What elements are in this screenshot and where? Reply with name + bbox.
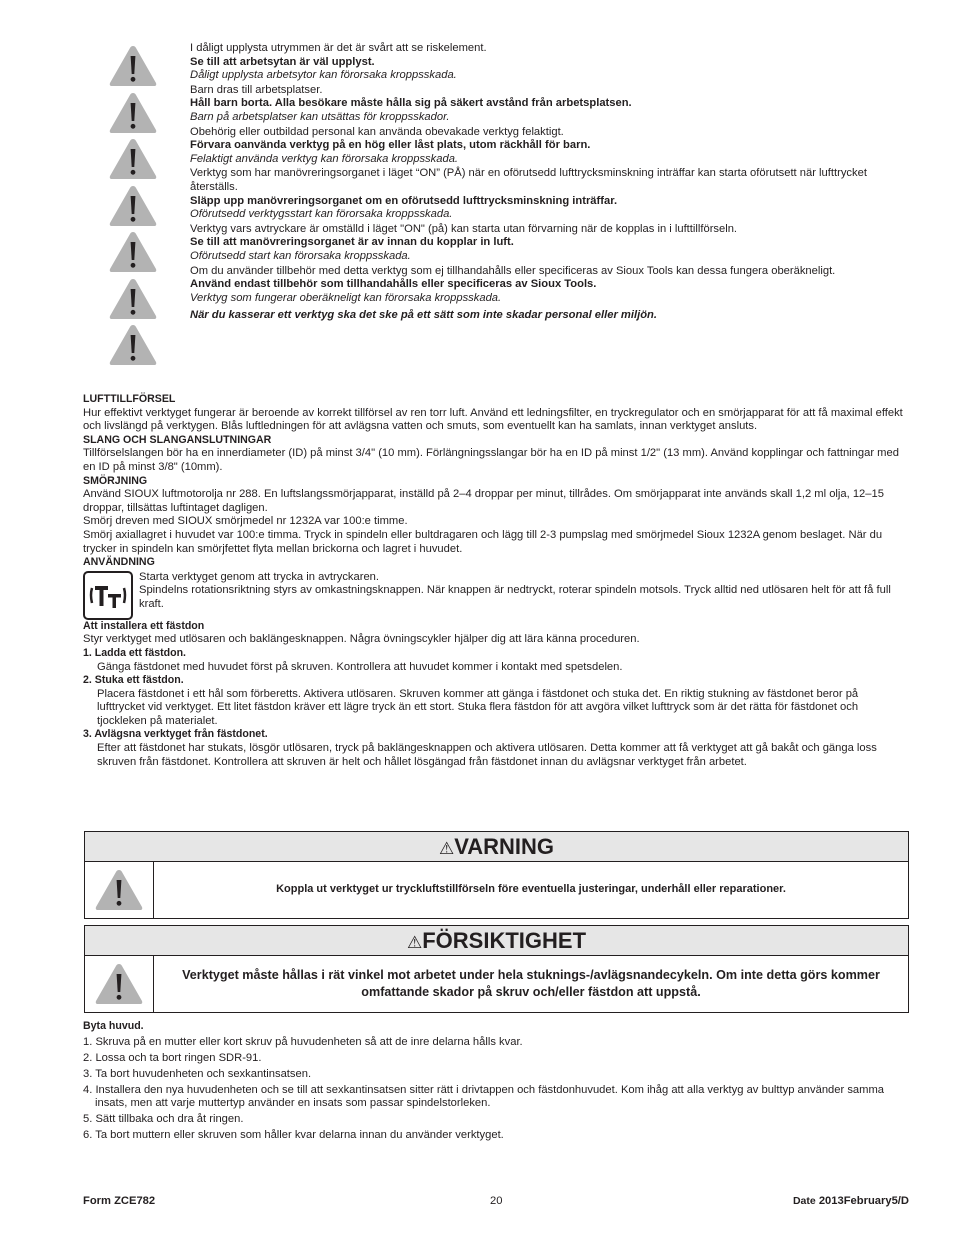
caution-body [85,956,908,1012]
warning-triangle-icon [108,44,158,88]
date-label: Date [792,1195,816,1207]
page-footer [83,1195,909,1211]
use-row [83,571,909,620]
warning-triangle-icon [108,137,158,181]
use-heading: ANVÄNDNING [83,556,155,569]
hazard-cause: Verktyg som har manövreringsorganet i läget “ON” (PÅ) när en oförutsedd lufttrycksminskning inträffar kan starta oförutsett när lufttrycket återställs. [190,167,867,193]
hazard-item [190,265,910,306]
replace-head-heading: Byta huvud. [83,1020,144,1032]
hazard-action: Se till att manövreringsorganet är av innan du kopplar in luft. [190,236,514,249]
warning-triangle-icon [94,962,144,1006]
install-heading: Att installera ett fästdon [83,619,205,632]
use-text [139,571,909,620]
disposal-note: När du kasserar ett verktyg ska det ske på ett sätt som inte skadar personal eller miljön. [190,309,657,322]
warning-triangle-icon [94,868,144,912]
air-heading: LUFTTILLFÖRSEL [83,393,176,405]
hazard-item [190,42,910,83]
step-title: 3. Avlägsna verktyget från fästdonet. [83,728,268,741]
hazard-action: Se till att arbetsytan är väl upplyst. [190,55,375,68]
step-title: 2. Stuka ett fästdon. [83,674,184,687]
caution-icon-cell [85,956,154,1012]
step-title: 1. Ladda ett fästdon. [83,646,187,659]
step-text: Gänga fästdonet med huvudet först på skruven. Kontrollera att huvudet kommer i kontakt med spetsdelen. [97,660,623,673]
hose-text: Tillförselslangen bör ha en innerdiameter (ID) på minst 3/4" (10 mm). Förlängningsslangar bör ha en ID på minst 1/2" (13 mm). Använd kopplingar och fattningar med en ID på minst 3/8" (10mm). [83,447,899,473]
hazard-cause: Om du använder tillbehör med detta verktyg som ej tillhandahålls eller specificeras av Sioux Tools kan dessa fungera oberäkneligt. [190,264,836,277]
hazard-cause: I dåligt upplysta utrymmen är det är svårt att se riskelement. [190,42,487,54]
warning-title [85,832,908,862]
main-content [83,393,909,769]
hazard-consequence: Oförutsedd verktygsstart kan förorsaka kroppsskada. [190,208,453,221]
footer-date [793,1195,909,1209]
hose-heading: SLANG OCH SLANGANSLUTNINGAR [83,433,272,446]
hazard-item [190,223,910,264]
hazard-consequence: Felaktigt använda verktyg kan förorsaka kroppsskada. [190,152,459,165]
caution-message: Verktyget måste hållas i rät vinkel mot arbetet under hela stuknings-/avlägsnandecykeln. Om inte detta görs kommer omfattande skador på skruv och/eller fästdon att uppstå. [182,968,880,999]
caution-title-text: FÖRSIKTIGHET [422,928,587,953]
date-value: 2013February5/D [818,1195,909,1207]
replace-head-step: 2. Lossa och ta bort ringen SDR-91. [83,1051,262,1064]
step-text: Placera fästdonet i ett hål som förberetts. Aktivera utlösaren. Skruven kommer att gänga i fästdonet och stuka det. En riktig stukning av fästdonet beror på lufttrycket vid verktyget. Ett litet fästdon kräver ett lägre tryck än ett stort. Stuka flera fästdon för att avgöra vilket lufttryck som är det rätta för fästdonet och tjockleken på materialet. [97,687,859,727]
caution-title [85,926,908,956]
hazard-cause: Barn dras till arbetsplatser. [190,83,323,96]
lube-text: Smörj dreven med SIOUX smörjmedel nr 1232A var 100:e timme. [83,515,408,528]
step-text: Efter att fästdonet har stukats, lösgör utlösaren, tryck på baklängesknappen och aktivera utlösaren. Detta kommer att få verktyget att gå bakåt och gänga loss skruven från fästdonet. Kontrollera att skruven är helt och hållet lösgängad från fästdonet innan du avlägsnar verktyget från arbetet. [97,742,877,768]
hazard-action: Förvara oanvända verktyg på en hög eller låst plats, utom räckhåll för barn. [190,139,591,152]
warning-triangle-icon [108,184,158,228]
warning-triangle-icon [108,277,158,321]
warning-box [84,831,909,919]
warning-icon-cell [85,862,154,918]
warning-triangle-icon [108,91,158,135]
warning-body [85,862,908,918]
install-steps [83,647,909,769]
replace-head-section [83,1020,909,1145]
hazard-icons-column [108,44,158,370]
lube-heading: SMÖRJNING [83,474,148,487]
warning-triangle-icon [108,230,158,274]
hazard-action: Använd endast tillbehör som tillhandahålls eller specificeras av Sioux Tools. [190,278,597,291]
hazard-consequence: Oförutsedd start kan förorsaka kroppsskada. [190,249,411,262]
hazard-item [190,167,910,221]
warning-message: Koppla ut verktyget ur tryckluftstillförseln före eventuella justeringar, underhåll eller reparationer. [276,883,786,896]
hazard-cause: Obehörig eller outbildad personal kan använda obevakade verktyg felaktigt. [190,125,564,138]
trigger-icon [83,571,133,620]
lube-text: Smörj axiallagret i huvudet var 100:e timma. Tryck in spindeln eller bultdragaren och lägg till 2-3 pumpslag med smörjmedel Sioux 1232A genom beslaget. När du trycker in spindeln kan smörjfettet flyta mellan brickorna och lagret i huvudet. [83,528,883,555]
hazard-action: Släpp upp manövreringsorganet om en oförutsedd lufttrycksminskning inträffar. [190,194,618,207]
hazard-consequence: Verktyg som fungerar oberäkneligt kan förorsaka kroppsskada. [190,291,502,304]
install-intro: Styr verktyget med utlösaren och baklängesknappen. Några övningscykler hjälper dig att lära känna proceduren. [83,633,640,646]
form-number: Form ZCE782 [83,1195,156,1207]
page-number: 20 [490,1195,503,1207]
caution-box [84,925,909,1013]
use-text-line: Spindelns rotationsriktning styrs av omkastningsknappen. När knappen är nedtryckt, roterar spindeln motsols. Tryck alltid ned utlösaren helt för att få full kraft. [139,584,891,610]
hazard-cause: Verktyg vars avtryckare är omställd i läget "ON" (på) kan starta utan förvarning när de kopplas in i lufttillförseln. [190,222,738,235]
warning-triangle-icon [108,323,158,367]
hazard-item [190,84,910,125]
hazard-list [190,42,910,334]
replace-head-step: 6. Ta bort muttern eller skruven som håller kvar delarna innan du använder verktyget. [83,1129,504,1142]
replace-head-step: 3. Ta bort huvudenheten och sexkantinsatsen. [83,1067,312,1080]
replace-head-step: 1. Skruva på en mutter eller kort skruv på huvudenheten så att de inre delarna hålls kvar. [83,1035,523,1048]
warning-symbol-icon: ⚠ [438,839,455,858]
use-text-line: Starta verktyget genom att trycka in avtryckaren. [139,570,380,583]
caution-symbol-icon: ⚠ [406,933,423,952]
hazard-action: Håll barn borta. Alla besökare måste hålla sig på säkert avstånd från arbetsplatsen. [190,97,632,110]
air-text: Hur effektivt verktyget fungerar är beroende av korrekt tillförsel av ren torr luft. Använd ett ledningsfilter, en tryckregulator och en smörjapparat för att få maximal effekt och livslängd på verktygen. Blås luftledningen för att avlägsna vatten och smuts, som eventuellt kan ha samlats, innan verktyget ansluts. [83,406,903,433]
replace-head-step: 4. Installera den nya huvudenheten och se till att sexkantinsatsen sitter rätt i drivtappen och fästdonhuvudet. Kom ihåg att alla verktyg av bulttyp använder samma insats, men att varje muttertyp använder en insats som passar spindelstorleken. [83,1083,884,1110]
replace-head-step: 5. Sätt tillbaka och dra åt ringen. [83,1113,244,1126]
hazard-consequence: Dåligt upplysta arbetsytor kan förorsaka kroppsskada. [190,69,457,82]
warning-title-text: VARNING [454,834,555,859]
hazard-item [190,126,910,167]
lube-text: Använd SIOUX luftmotorolja nr 288. En luftslangssmörjapparat, inställd på 2–4 droppar per minut, tillrådes. Om smörjapparat inte används skall 1,2 ml olja, 12–15 droppar, tillsättas luftintaget dagligen. [83,488,884,514]
hazard-consequence: Barn på arbetsplatser kan utsättas för kroppsskador. [190,110,450,123]
